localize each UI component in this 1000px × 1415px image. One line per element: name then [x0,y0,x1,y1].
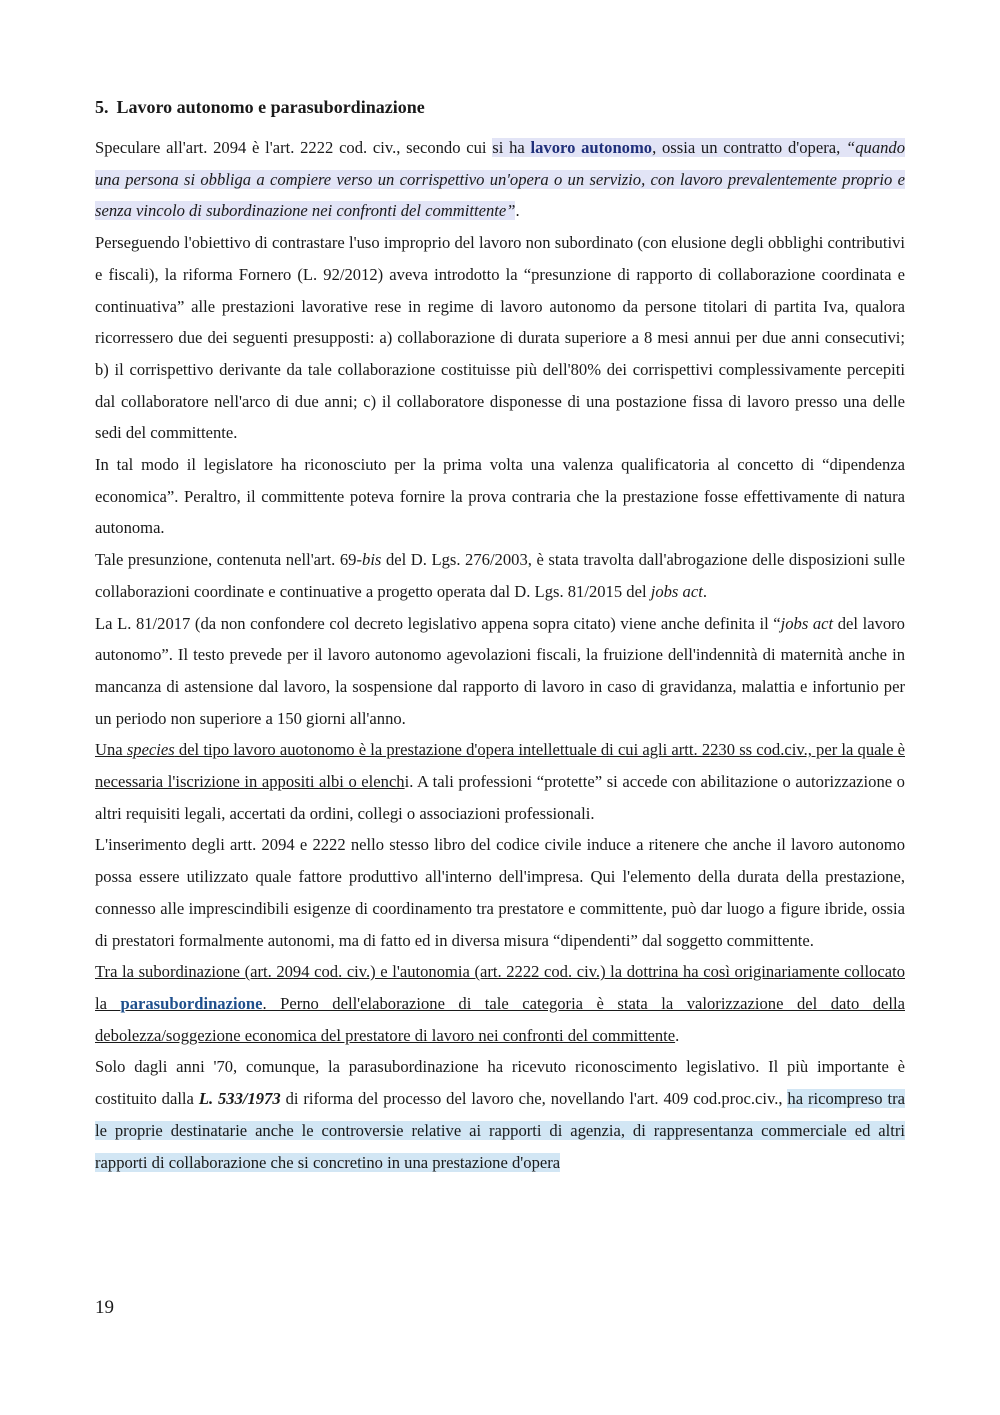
text-run: . [675,1025,680,1045]
paragraph-6 [95,734,905,829]
italic-bis: bis [362,550,382,570]
text-run: . Perno dell'elaborazione di tale categoria è stata la valorizzazione del dato della debolezza/soggezione economica del prestatore di lavoro nei confronti del committente [95,993,905,1045]
text-run: . [515,201,520,221]
section-title: Lavoro autonomo e parasubordinazione [116,97,425,117]
italic-jobs-act: jobs act [780,613,834,633]
keyword-parasubordinazione: parasubordinazione [120,993,263,1013]
section-number: 5. [95,97,109,117]
text-run: del lavoro autonomo”. Il testo prevede per il lavoro autonomo agevolazioni fiscali, la fruizione dell'indennità di maternità anche in mancanza di astensione dal lavoro, la sospensione dal rapporto di lavoro in caso di gravidanza, malattia e infortunio per un periodo non superiore a 150 giorni all'anno. [95,613,905,728]
paragraph-4 [95,544,905,607]
text-run: , ossia un contratto d'opera, [652,138,846,157]
text-run: i. A tali professioni “protette” si accede con abilitazione o autorizzazione o altri requisiti legali, accertati da ordini, collegi o associazioni professionali. [95,772,905,823]
text-run: Speculare all'art. 2094 è l'art. 2222 cod. civ., secondo cui [95,138,493,157]
text-run: Tale presunzione, contenuta nell'art. 69- [95,550,363,570]
text-run: . [702,581,707,601]
body-text [95,132,905,1178]
text-run: si ha [492,138,531,157]
underlined-passage [95,962,905,1044]
section-heading [95,95,905,119]
paragraph-2: Perseguendo l'obiettivo di contrastare l'uso improprio del lavoro non subordinato (con elusione degli obblighi contributivi e fiscali), la riforma Fornero (L. 92/2012) aveva introdotto la “presunzione di rapporto di collaborazione coordinata e continuativa” alle prestazioni lavorative rese in regime di lavoro autonomo da persone titolari di partita Iva, qualora ricorressero due dei seguenti presupposti: a) collaborazione di durata superiore a 8 mesi annui per due anni consecutivi; b) il corrispettivo derivante da tale collaborazione costituisse più dell'80% dei corrispettivi complessivamente percepiti dal collaboratore nell'arco di due anni; c) il collaboratore disponesse di una postazione fissa di lavoro presso una delle sedi del committente. [95,233,905,443]
law-reference: L. 533/1973 [198,1089,281,1109]
text-run: di riforma del processo del lavoro che, novellando l'art. 409 cod.proc.civ., [280,1089,788,1109]
text-run: Tra la subordinazione (art. 2094 cod. civ.) e l'autonomia (art. 2222 cod. civ.) la dottrina ha così originariamente collocato la [95,962,905,1013]
text-run: del D. Lgs. 276/2003, è stata travolta dall'abrogazione delle disposizioni sulle collaborazioni coordinate e continuative a progetto operata dal D. Lgs. 81/2015 del [95,550,905,601]
highlight-blue: ha ricompreso tra le proprie destinatarie anche le controversie relative ai rapporti di agenzia, di rappresentanza commerciale ed altri rapporti di collaborazione che si concretino in una prestazione d'opera [95,1089,905,1172]
text-run: La L. 81/2017 (da non confondere col decreto legislativo appena sopra citato) viene anche definita il “ [95,613,781,633]
text-run: del tipo lavoro auotonomo è la prestazione d'opera intellettuale di cui agli artt. 2230 ss cod.civ., per la quale è necessaria l'iscrizione in appositi albi o elench [95,740,905,792]
paragraph-7: L'inserimento degli artt. 2094 e 2222 nello stesso libro del codice civile induce a ritenere che anche il lavoro autonomo possa essere utilizzato quale fattore produttivo all'interno dell'impresa. Qui l'elemento della durata della prestazione, connesso alle imprescindibili esigenze di coordinamento tra prestatore e committente, può dar luogo a figure ibride, ossia di prestatori formalmente autonomi, ma di fatto ed in diversa misura “dipendenti” dal soggetto committente. [95,835,905,950]
quote-art-2222: “quando una persona si obbliga a compiere verso un corrispettivo un'opera o un servizio, con lavoro prevalentemente proprio e senza vincolo di subordinazione nei confronti del committente” [95,138,906,221]
paragraph-5 [95,608,905,735]
paragraph-8 [95,956,905,1051]
paragraph-3: In tal modo il legislatore ha riconosciuto per la prima volta una valenza qualificatoria al concetto di “dipendenza economica”. Peraltro, il committente poteva fornire la prova contraria che la prestazione fosse effettivamente di natura autonoma. [95,455,905,538]
paragraph-1 [95,132,905,227]
page-number: 19 [95,1297,114,1318]
paragraph-9 [95,1051,905,1178]
text-run: Solo dagli anni '70, comunque, la parasubordinazione ha ricevuto riconoscimento legislativo. Il più importante è costituito dalla [95,1057,905,1109]
text-run: Una [95,740,127,760]
italic-species: species [126,740,175,760]
italic-jobs-act: jobs act [650,581,703,601]
keyword-lavoro-autonomo: lavoro autonomo [530,138,653,157]
